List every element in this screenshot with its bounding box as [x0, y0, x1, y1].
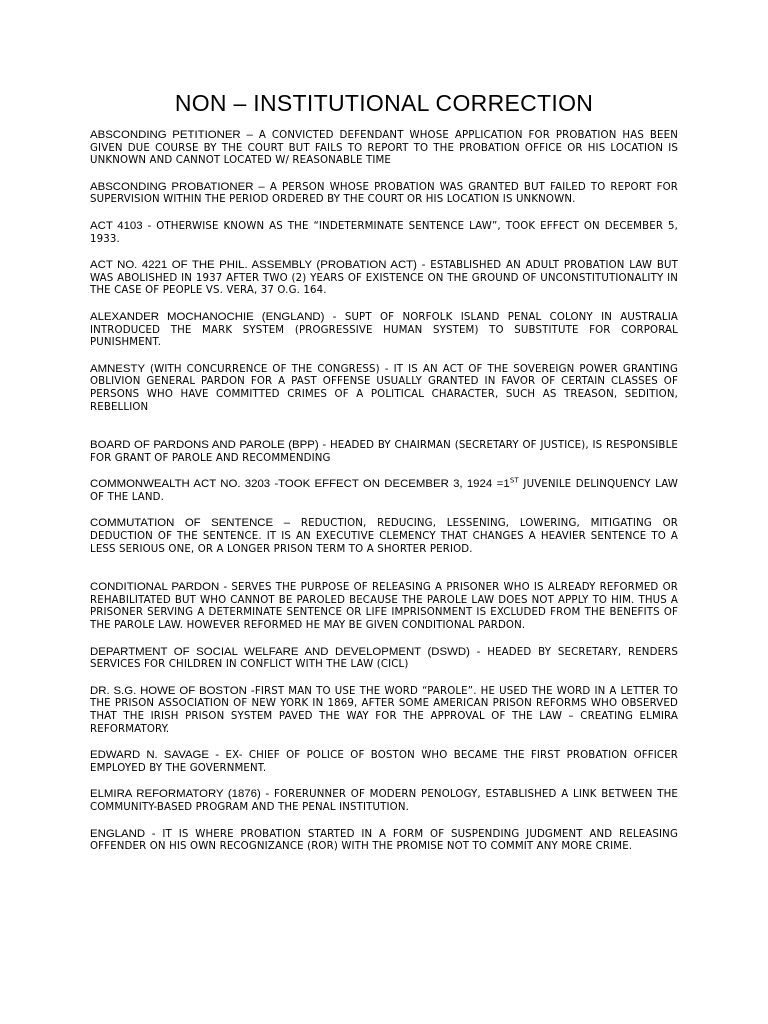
- entry-commutation-of-sentence: [90, 517, 678, 556]
- entry-term: DEPARTMENT OF SOCIAL WELFARE AND DEVELOPMENT (DSWD): [90, 645, 470, 658]
- entry-separator: -: [219, 581, 232, 594]
- entry-definition: EX- CHIEF OF POLICE OF BOSTON WHO BECAME THE FIRST PROBATION OFFICER EMPLOYED BY THE GOVERNMENT.: [90, 750, 679, 774]
- entry-separator: -: [209, 749, 226, 762]
- entry-act-4103: [90, 220, 678, 246]
- entry-act-4221: [90, 259, 678, 298]
- entry-definition: SUPT OF NORFOLK ISLAND PENAL COLONY IN AUSTRALIA INTRODUCED THE MARK SYSTEM (PROGRESSIVE HUMAN SYSTEM) TO SUBSTITUTE FOR CORPORAL PUNISHMENT.: [90, 311, 679, 349]
- entry-alexander-mochanochie: [90, 311, 678, 350]
- entry-definition: REDUCTION, REDUCING, LESSENING, LOWERING, MITIGATING OR DEDUCTION OF THE SENTENCE. IT IS AN EXECUTIVE CLEMENCY THAT CHANGES A HEAVIER SENTENCE TO A LESS SERIOUS ONE, OR A LONGER PRISON TERM TO A SHORTER PERIOD.: [90, 518, 678, 555]
- entry-term: ABSCONDING PETITIONER: [90, 129, 241, 141]
- entry-separator: =1: [492, 478, 510, 491]
- entry-separator: -: [324, 310, 345, 323]
- entry-definition: HEADED BY SECRETARY, RENDERS SERVICES FOR CHILDREN IN CONFLICT WITH THE LAW (CICL): [90, 646, 679, 671]
- entry-term: BOARD OF PARDONS AND PAROLE (BPP): [90, 439, 319, 452]
- entry-term: ABSCONDING PROBATIONER: [90, 180, 254, 193]
- entry-separator: –: [240, 129, 259, 141]
- entry-definition: ESTABLISHED AN ADULT PROBATION LAW BUT WAS ABOLISHED IN 1937 AFTER TWO (2) YEARS OF EXISTENCE ON THE GROUND OF UNCONSTITUTIONALITY IN THE CASE OF PEOPLE VS. VERA, 37 O.G. 164.: [90, 260, 678, 297]
- entry-definition: FIRST MAN TO USE THE WORD “PAROLE”. HE USED THE WORD IN A LETTER TO THE PRISON ASSOCIATION OF NEW YORK IN 1869, AFTER SOME AMERICAN PRISON REFORMS WHO OBSERVED THAT THE IRISH PRISON SYSTEM PAVED THE WAY FOR THE APPROVAL OF THE LAW – CREATING ELMIRA REFORMATORY.: [90, 685, 678, 735]
- ordinal-suffix: ST: [509, 476, 519, 485]
- page-title: NON – INSTITUTIONAL CORRECTION: [174, 90, 594, 116]
- entry-definition: IT IS WHERE PROBATION STARTED IN A FORM OF SUSPENDING JUDGMENT AND RELEASING OFFENDER ON HIS OWN RECOGNIZANCE (ROR) WITH THE PROMISE NOT TO COMMIT ANY MORE CRIME.: [90, 828, 678, 853]
- document-page: [90, 88, 678, 867]
- entry-conditional-pardon: [90, 581, 678, 632]
- entry-separator: -: [246, 684, 255, 697]
- entry-definition: SERVES THE PURPOSE OF RELEASING A PRISONER WHO IS ALREADY REFORMED OR REHABILITATED BUT WHO CANNOT BE PAROLED BECAUSE THE PAROLE LAW DOES NOT APPLY TO HIM. THUS A PRISONER SERVING A DETERMINATE SENTENCE OR LIFE IMPRISONMENT IS EXCLUDED FROM THE BENEFITS OF THE PAROLE LAW. HOWEVER REFORMED HE MAY BE GIVEN CONDITIONAL PARDON.: [90, 582, 678, 632]
- entry-term: ACT NO. 4221 OF THE PHIL. ASSEMBLY (PROBATION ACT): [90, 259, 417, 272]
- entry-term: EDWARD N. SAVAGE: [90, 749, 210, 762]
- entry-separator: -: [469, 645, 488, 658]
- entry-term: ENGLAND: [90, 827, 146, 840]
- entry-edward-n-savage: [90, 749, 678, 775]
- entry-term: COMMUTATION OF SENTENCE: [90, 517, 274, 530]
- entry-absconding-probationer: [90, 181, 678, 207]
- entry-dr-sg-howe: [90, 685, 678, 736]
- entry-definition: FORERUNNER OF MODERN PENOLOGY, ESTABLISHED A LINK BETWEEN THE COMMUNITY-BASED PROGRAM AND THE PENAL INSTITUTION.: [90, 789, 678, 813]
- entry-definition: A CONVICTED DEFENDANT WHOSE APPLICATION FOR PROBATION HAS BEEN GIVEN DUE COURSE BY THE COURT BUT FAILS TO REPORT TO THE PROBATION OFFICE OR HIS LOCATION IS UNKNOWN AND CANNOT LOCATED W/ REASONABLE TIME: [90, 130, 678, 167]
- entry-definition: A PERSON WHOSE PROBATION WAS GRANTED BUT FAILED TO REPORT FOR SUPERVISION WITHIN THE PERIOD ORDERED BY THE COURT OR HIS LOCATION IS UNKNOWN.: [90, 181, 679, 206]
- entry-term: ELMIRA REFORMATORY (1876): [90, 788, 261, 801]
- entry-amnesty: [90, 363, 678, 414]
- entry-separator: -: [318, 439, 330, 452]
- entry-term: COMMONWEALTH ACT NO. 3203 -TOOK EFFECT ON DECEMBER 3, 1924: [90, 478, 493, 491]
- entry-separator: -: [142, 219, 157, 232]
- entry-term: CONDITIONAL PARDON: [90, 581, 220, 594]
- entry-separator: -: [416, 259, 431, 272]
- entry-england: [90, 828, 678, 854]
- entry-definition: JUVENILE DELINQUENCY LAW OF THE LAND.: [90, 479, 678, 503]
- entry-term: DR. S.G. HOWE OF BOSTON: [90, 684, 247, 697]
- entry-board-of-pardons-and-parole: [90, 439, 678, 465]
- entry-term: ALEXANDER MOCHANOCHIE (ENGLAND): [90, 310, 325, 323]
- entry-separator: -: [145, 827, 163, 840]
- entry-term: AMNESTY: [90, 362, 146, 375]
- entry-definition: HEADED BY CHAIRMAN (SECRETARY OF JUSTICE), IS RESPONSIBLE FOR GRANT OF PAROLE AND RECOMMENDING: [90, 440, 678, 464]
- entry-commonwealth-act-3203: [90, 478, 678, 504]
- entry-separator: –: [253, 180, 270, 193]
- entry-dswd: [90, 646, 678, 672]
- entry-absconding-petitioner: [90, 129, 678, 168]
- entry-elmira-reformatory: [90, 788, 678, 814]
- entry-definition: (WITH CONCURRENCE OF THE CONGRESS) - IT IS AN ACT OF THE SOVEREIGN POWER GRANTING OBLIVION GENERAL PARDON FOR A PAST OFFENSE USUALLY GRANTED IN FAVOR OF CERTAIN CLASSES OF PERSONS WHO HAVE COMMITTED CRIMES OF A POLITICAL CHARACTER, SUCH AS TREASON, SEDITION, REBELLION: [90, 363, 678, 413]
- entry-term: ACT 4103: [90, 219, 143, 232]
- entry-definition: OTHERWISE KNOWN AS THE “INDETERMINATE SENTENCE LAW”, TOOK EFFECT ON DECEMBER 5, 1933.: [90, 220, 678, 245]
- entry-separator: -: [260, 788, 274, 801]
- entry-separator: –: [273, 517, 301, 530]
